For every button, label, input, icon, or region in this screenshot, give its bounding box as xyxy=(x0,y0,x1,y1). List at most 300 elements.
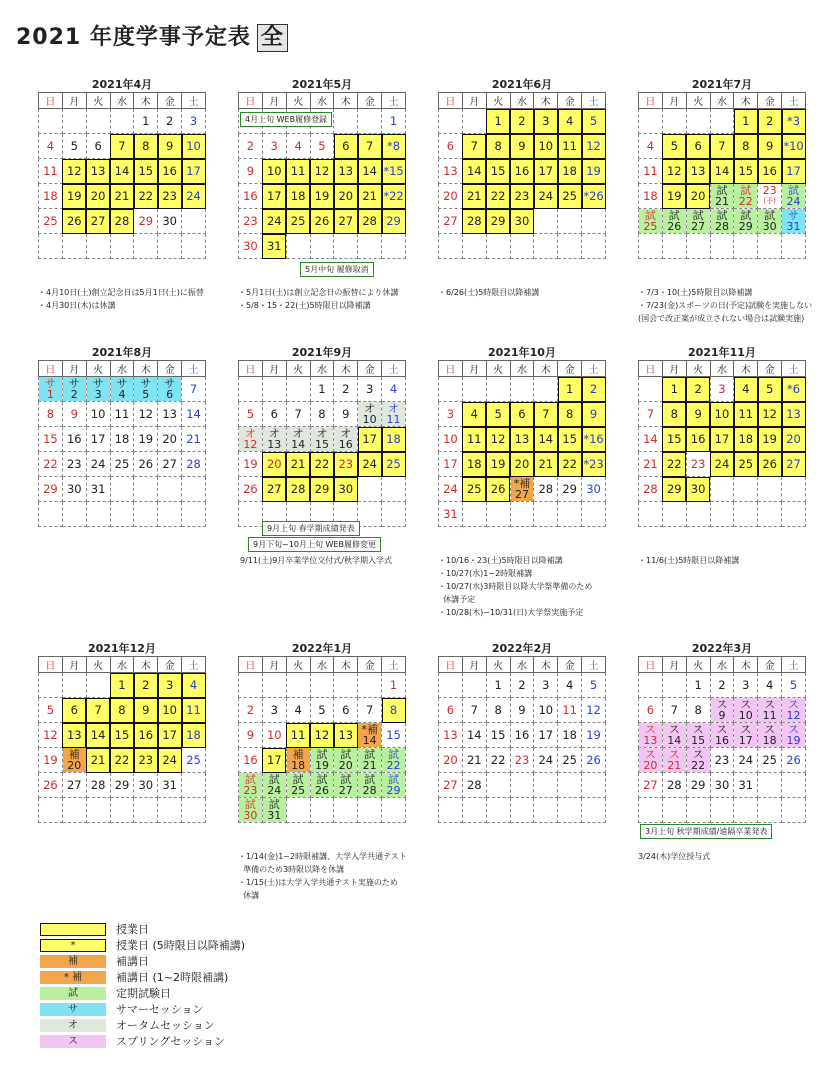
day-cell: 3 xyxy=(534,673,558,698)
weekday-header: 土 xyxy=(382,657,406,673)
badge-web-registration: 4月上旬 WEB履修登録 xyxy=(240,112,332,127)
empty-day-cell xyxy=(134,798,158,823)
day-cell: 19 xyxy=(39,748,63,773)
week-row xyxy=(39,723,206,748)
day-cell: 4 xyxy=(39,134,63,159)
week-row xyxy=(39,673,206,698)
day-cell: 17 xyxy=(262,184,286,209)
day-mark: オ xyxy=(268,427,280,440)
day-cell: 6 xyxy=(439,698,463,723)
day-cell: 25 xyxy=(382,452,406,477)
week-row xyxy=(39,477,206,502)
week-row xyxy=(439,402,606,427)
day-cell: 25 xyxy=(558,184,582,209)
weekday-header: 木 xyxy=(734,93,758,109)
day-cell: 18 xyxy=(182,723,206,748)
empty-day-cell xyxy=(534,377,558,402)
month-calendar xyxy=(438,346,606,527)
day-cell: 1 xyxy=(734,109,758,134)
day-cell: 13 xyxy=(86,159,110,184)
weekday-header: 金 xyxy=(558,93,582,109)
day-cell xyxy=(734,698,758,723)
day-cell: 22 xyxy=(662,452,686,477)
day-cell: 26 xyxy=(39,773,63,798)
day-cell: 19 xyxy=(582,159,606,184)
day-cell: 1 xyxy=(486,673,510,698)
day-mark: 試 xyxy=(316,748,328,761)
day-cell: 27 xyxy=(334,209,358,234)
day-number: 21 xyxy=(362,759,377,772)
day-cell: 1 xyxy=(110,673,134,698)
empty-day-cell xyxy=(662,798,686,823)
day-cell: 17 xyxy=(439,452,463,477)
empty-day-cell xyxy=(239,673,263,698)
day-number: 10 xyxy=(738,709,753,722)
day-mark: 試 xyxy=(268,798,280,811)
weekday-header: 土 xyxy=(182,93,206,109)
empty-day-cell xyxy=(110,477,134,502)
day-cell: 26 xyxy=(486,477,510,502)
empty-day-cell xyxy=(286,673,310,698)
day-number: 24 xyxy=(267,784,282,797)
weekday-header: 木 xyxy=(534,361,558,377)
day-cell: 20 xyxy=(439,748,463,773)
day-cell: 17 xyxy=(262,748,286,773)
day-cell xyxy=(734,723,758,748)
day-cell: 2 xyxy=(510,109,534,134)
week-row xyxy=(239,402,406,427)
day-cell: 27 xyxy=(62,773,86,798)
legend-label: スプリングセッション xyxy=(116,1035,226,1048)
day-cell: 15 xyxy=(662,427,686,452)
empty-day-cell xyxy=(334,234,358,259)
day-cell: 2 xyxy=(134,673,158,698)
empty-day-cell xyxy=(734,234,758,259)
empty-day-cell xyxy=(510,773,534,798)
month-title: 2021年9月 xyxy=(291,346,353,359)
day-mark: 補 xyxy=(292,748,304,761)
weekday-header: 木 xyxy=(734,657,758,673)
week-row xyxy=(239,723,406,748)
month-calendar xyxy=(438,78,606,259)
day-cell: 30 xyxy=(239,234,263,259)
day-cell: 18 xyxy=(39,184,63,209)
empty-day-cell xyxy=(710,502,734,527)
day-mark: 試 xyxy=(388,748,400,761)
week-row xyxy=(439,109,606,134)
day-number: 16 xyxy=(714,734,729,747)
empty-day-cell xyxy=(182,502,206,527)
day-cell: 2 xyxy=(710,673,734,698)
day-cell: 25 xyxy=(558,748,582,773)
empty-day-cell xyxy=(758,477,782,502)
day-number: 17 xyxy=(738,734,753,747)
empty-day-cell xyxy=(39,798,63,823)
week-row xyxy=(639,184,806,209)
day-cell: 4 xyxy=(558,109,582,134)
month-calendar xyxy=(638,346,806,527)
legend-swatch xyxy=(40,923,106,936)
empty-day-cell xyxy=(62,234,86,259)
day-cell: 11 xyxy=(110,402,134,427)
day-cell: 21 xyxy=(110,184,134,209)
day-cell: 24 xyxy=(86,452,110,477)
empty-day-cell xyxy=(486,798,510,823)
day-cell: *15 xyxy=(382,159,406,184)
day-mark: ス xyxy=(644,748,656,761)
weekday-header: 月 xyxy=(662,93,686,109)
week-row xyxy=(239,452,406,477)
page-title-badge: 全 xyxy=(257,24,288,52)
day-cell xyxy=(286,773,310,798)
day-number: 21 xyxy=(667,759,682,772)
day-cell xyxy=(686,723,710,748)
day-cell: 2 xyxy=(686,377,710,402)
day-mark: ス xyxy=(716,723,728,736)
day-cell: 21 xyxy=(182,427,206,452)
week-row xyxy=(239,477,406,502)
empty-day-cell xyxy=(582,502,606,527)
week-row xyxy=(39,377,206,402)
day-cell: 9 xyxy=(758,134,782,159)
week-row xyxy=(239,798,406,823)
day-cell: 21 xyxy=(86,748,110,773)
empty-day-cell xyxy=(462,673,486,698)
day-cell: 1 xyxy=(686,673,710,698)
day-cell xyxy=(358,773,382,798)
day-cell: 4 xyxy=(382,377,406,402)
weekday-header: 土 xyxy=(782,93,806,109)
day-cell: *16 xyxy=(582,427,606,452)
day-mark: *補 xyxy=(361,723,378,736)
legend-label: 補講日 xyxy=(116,955,149,968)
day-number: 26 xyxy=(667,220,682,233)
day-cell: 1 xyxy=(310,377,334,402)
day-number: 22 xyxy=(691,759,706,772)
month-calendar xyxy=(38,642,206,823)
day-cell: 12 xyxy=(62,159,86,184)
day-cell: 21 xyxy=(639,452,663,477)
day-number: 22 xyxy=(386,759,401,772)
day-cell: 24 xyxy=(734,748,758,773)
day-cell xyxy=(662,209,686,234)
weekday-header: 火 xyxy=(86,361,110,377)
month-grid xyxy=(38,360,206,527)
day-cell xyxy=(639,209,663,234)
empty-day-cell xyxy=(382,234,406,259)
day-cell: 5 xyxy=(782,673,806,698)
week-row xyxy=(639,402,806,427)
day-number: 14 xyxy=(291,438,306,451)
day-number: 14 xyxy=(667,734,682,747)
day-cell: 25 xyxy=(462,477,486,502)
day-cell: 23 xyxy=(710,748,734,773)
month-notes: ・7/3・10(土)5時限目以降補講 ・7/23(金)スポーツの日(予定)試験を実施しない (国会で改正案が成立されない場合は試験実施) xyxy=(638,288,813,323)
month-calendar xyxy=(238,346,406,527)
day-cell xyxy=(158,377,182,402)
week-row xyxy=(639,673,806,698)
week-row xyxy=(39,502,206,527)
day-cell: 16 xyxy=(239,184,263,209)
day-cell: 21 xyxy=(358,184,382,209)
day-cell: 9 xyxy=(134,698,158,723)
empty-day-cell xyxy=(286,377,310,402)
empty-day-cell xyxy=(358,234,382,259)
empty-day-cell xyxy=(734,798,758,823)
day-cell: 7 xyxy=(182,377,206,402)
day-cell: 23 xyxy=(686,452,710,477)
day-cell: 8 xyxy=(134,134,158,159)
legend-label: オータムセッション xyxy=(116,1019,215,1032)
day-number: 20 xyxy=(643,759,658,772)
weekday-header: 月 xyxy=(462,93,486,109)
day-cell: 20 xyxy=(439,184,463,209)
day-mark: ス xyxy=(788,723,800,736)
day-cell: 15 xyxy=(39,427,63,452)
day-cell xyxy=(358,723,382,748)
week-row xyxy=(639,452,806,477)
month-title: 2022年2月 xyxy=(491,642,553,655)
day-cell: 26 xyxy=(758,452,782,477)
weekday-header: 金 xyxy=(358,93,382,109)
day-cell xyxy=(310,427,334,452)
day-cell: 14 xyxy=(86,723,110,748)
day-mark: ス xyxy=(644,723,656,736)
weekday-header: 土 xyxy=(582,361,606,377)
empty-day-cell xyxy=(439,109,463,134)
week-row xyxy=(639,773,806,798)
empty-day-cell xyxy=(39,109,63,134)
empty-day-cell xyxy=(534,502,558,527)
day-cell xyxy=(86,377,110,402)
empty-day-cell xyxy=(382,798,406,823)
empty-day-cell xyxy=(182,234,206,259)
day-number: 31 xyxy=(786,220,801,233)
empty-day-cell xyxy=(758,502,782,527)
day-mark: ス xyxy=(740,723,752,736)
day-cell: 30 xyxy=(158,209,182,234)
empty-day-cell xyxy=(639,234,663,259)
day-cell: 4 xyxy=(286,698,310,723)
day-number: 29 xyxy=(386,784,401,797)
weekday-header: 月 xyxy=(662,657,686,673)
day-cell xyxy=(382,402,406,427)
day-cell: 26 xyxy=(134,452,158,477)
day-cell: 30 xyxy=(686,477,710,502)
month-notes: ・1/14(金)1~2時限補講、大学入学共通テスト 準備のため3時限以降を休講 ・1/15(土)は大学入学共通テスト実施のため 休講 xyxy=(238,852,407,900)
empty-day-cell xyxy=(582,209,606,234)
day-cell: 31 xyxy=(158,773,182,798)
day-cell: 13 xyxy=(62,723,86,748)
week-row xyxy=(639,134,806,159)
day-cell: 17 xyxy=(534,723,558,748)
day-cell: *23 xyxy=(582,452,606,477)
week-row xyxy=(39,773,206,798)
week-row xyxy=(439,502,606,527)
day-cell: 31 xyxy=(734,773,758,798)
weekday-header: 水 xyxy=(710,657,734,673)
weekday-header: 火 xyxy=(286,361,310,377)
empty-day-cell xyxy=(639,377,663,402)
day-cell: 12 xyxy=(486,427,510,452)
day-mark: ス xyxy=(740,698,752,711)
day-cell xyxy=(758,209,782,234)
day-cell xyxy=(239,798,263,823)
day-mark: (予) xyxy=(763,197,776,205)
day-cell xyxy=(639,723,663,748)
week-row xyxy=(439,798,606,823)
day-cell xyxy=(334,773,358,798)
day-mark: ス xyxy=(764,723,776,736)
day-mark: オ xyxy=(292,427,304,440)
day-cell xyxy=(710,698,734,723)
week-row xyxy=(639,234,806,259)
empty-day-cell xyxy=(358,673,382,698)
weekday-header: 日 xyxy=(39,361,63,377)
empty-day-cell xyxy=(486,377,510,402)
day-cell: 30 xyxy=(134,773,158,798)
day-mark: オ xyxy=(388,402,400,415)
day-cell: 24 xyxy=(358,452,382,477)
day-cell: 6 xyxy=(439,134,463,159)
month-title: 2022年3月 xyxy=(691,642,753,655)
day-cell: 17 xyxy=(358,427,382,452)
day-cell: 15 xyxy=(734,159,758,184)
weekday-header: 火 xyxy=(486,361,510,377)
week-row xyxy=(39,184,206,209)
legend-swatch: 補 xyxy=(40,955,106,968)
day-cell: 28 xyxy=(462,209,486,234)
day-cell: 10 xyxy=(182,134,206,159)
empty-day-cell xyxy=(662,234,686,259)
day-cell: 16 xyxy=(758,159,782,184)
day-mark: サ xyxy=(140,377,152,390)
weekday-header: 火 xyxy=(86,93,110,109)
weekday-header: 日 xyxy=(439,657,463,673)
day-mark: サ xyxy=(92,377,104,390)
day-cell: 8 xyxy=(382,698,406,723)
day-cell xyxy=(358,748,382,773)
day-cell: 14 xyxy=(462,723,486,748)
weekday-header: 金 xyxy=(358,361,382,377)
weekday-header: 月 xyxy=(662,361,686,377)
day-cell: 22 xyxy=(486,184,510,209)
day-cell: 12 xyxy=(310,159,334,184)
day-cell: 29 xyxy=(486,209,510,234)
day-cell: 27 xyxy=(158,452,182,477)
empty-day-cell xyxy=(382,502,406,527)
day-cell: 3 xyxy=(534,109,558,134)
weekday-header: 水 xyxy=(510,657,534,673)
day-number: 21 xyxy=(714,195,729,208)
day-mark: サ xyxy=(788,209,800,222)
month-notes: ・10/16・23(土)5時限目以降補講 ・10/27(水)1~2時限補講 ・10/27(水)3時限目以降大学祭準備のため 休講予定 ・10/28(木)~10/31(日)大学祭実施予定 xyxy=(438,556,593,617)
empty-day-cell xyxy=(310,798,334,823)
day-cell xyxy=(710,209,734,234)
day-cell: 1 xyxy=(558,377,582,402)
weekday-header: 日 xyxy=(239,657,263,673)
day-cell xyxy=(334,427,358,452)
empty-day-cell xyxy=(462,234,486,259)
week-row xyxy=(439,377,606,402)
day-cell: 1 xyxy=(486,109,510,134)
day-cell: 27 xyxy=(86,209,110,234)
month-grid xyxy=(238,656,406,823)
week-row xyxy=(239,748,406,773)
day-cell: 9 xyxy=(239,159,263,184)
day-cell: 20 xyxy=(334,184,358,209)
day-cell xyxy=(239,427,263,452)
day-number: 10 xyxy=(362,413,377,426)
day-cell: 5 xyxy=(310,698,334,723)
day-cell xyxy=(286,427,310,452)
day-cell: 20 xyxy=(510,452,534,477)
day-cell: 17 xyxy=(158,723,182,748)
weekday-header: 水 xyxy=(110,657,134,673)
day-cell: *3 xyxy=(782,109,806,134)
day-cell: 20 xyxy=(86,184,110,209)
empty-day-cell xyxy=(558,798,582,823)
empty-day-cell xyxy=(686,109,710,134)
empty-day-cell xyxy=(62,109,86,134)
week-row xyxy=(639,109,806,134)
empty-day-cell xyxy=(110,798,134,823)
legend-label: サマーセッション xyxy=(116,1003,204,1016)
day-cell: 7 xyxy=(462,698,486,723)
day-cell: 23 xyxy=(334,452,358,477)
day-cell: 16 xyxy=(510,723,534,748)
day-cell: 13 xyxy=(334,723,358,748)
day-cell: 22 xyxy=(486,748,510,773)
weekday-header: 日 xyxy=(239,361,263,377)
day-mark: サ xyxy=(44,377,56,390)
day-cell: 7 xyxy=(358,134,382,159)
day-number: 28 xyxy=(714,220,729,233)
empty-day-cell xyxy=(286,234,310,259)
day-cell: 30 xyxy=(62,477,86,502)
weekday-header: 金 xyxy=(358,657,382,673)
day-mark: ス xyxy=(668,723,680,736)
day-cell: 18 xyxy=(558,723,582,748)
week-row xyxy=(639,477,806,502)
badge-spring-grades: 9月上旬 春学期成績発表 xyxy=(262,521,360,536)
day-cell: 15 xyxy=(486,723,510,748)
day-cell: 13 xyxy=(782,402,806,427)
day-cell: 5 xyxy=(758,377,782,402)
day-number: 22 xyxy=(738,195,753,208)
weekday-header: 木 xyxy=(534,657,558,673)
day-cell: 19 xyxy=(486,452,510,477)
day-cell: 1 xyxy=(662,377,686,402)
week-row xyxy=(439,184,606,209)
empty-day-cell xyxy=(86,502,110,527)
empty-day-cell xyxy=(510,234,534,259)
empty-day-cell xyxy=(558,234,582,259)
day-number: 3 xyxy=(94,388,102,401)
day-cell xyxy=(782,209,806,234)
empty-day-cell xyxy=(662,109,686,134)
empty-day-cell xyxy=(758,798,782,823)
week-row xyxy=(39,159,206,184)
day-cell: *26 xyxy=(582,184,606,209)
day-cell: 17 xyxy=(182,159,206,184)
month-calendar xyxy=(638,642,806,823)
empty-day-cell xyxy=(182,798,206,823)
weekday-header: 火 xyxy=(686,361,710,377)
weekday-header: 火 xyxy=(486,657,510,673)
month-title: 2021年6月 xyxy=(491,78,553,91)
month-title: 2021年10月 xyxy=(488,346,556,359)
